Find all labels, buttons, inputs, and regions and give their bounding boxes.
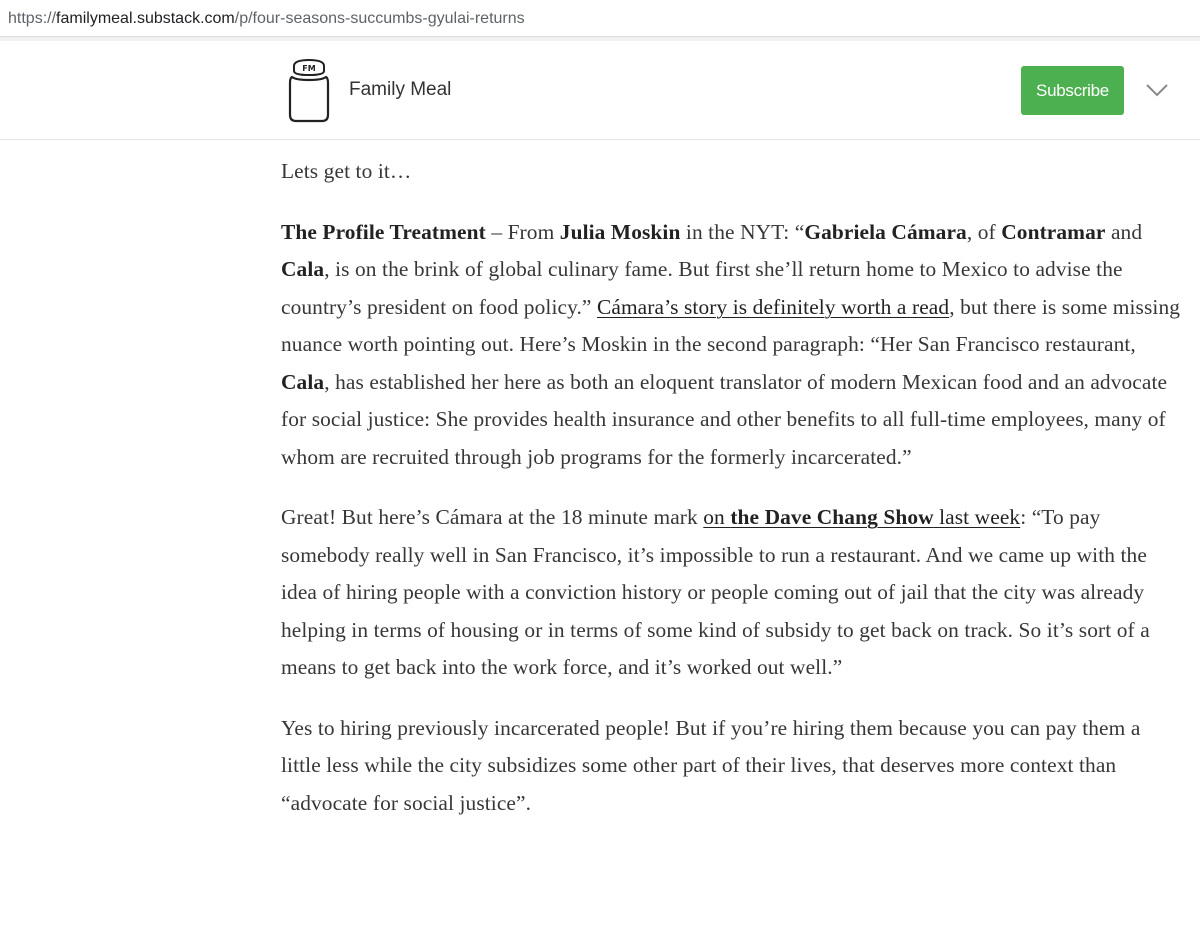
publication-header bbox=[0, 41, 1200, 140]
logo-monogram: FM bbox=[302, 64, 316, 73]
jar-logo-icon[interactable] bbox=[286, 59, 332, 125]
closing-paragraph: Yes to hiring previously incarcerated people! But if you’re hiring them because you can pay them a little less while the city subsidizes some other part of their lives, that deserves more context than “advocate for social justice”. bbox=[281, 715, 1141, 815]
address-bar[interactable] bbox=[0, 0, 1200, 37]
article-body bbox=[281, 153, 1181, 845]
subscribe-button[interactable]: Subscribe bbox=[1021, 66, 1124, 115]
camara-story-link[interactable]: Cámara’s story is definitely worth a read bbox=[596, 294, 950, 319]
publication-name[interactable]: Family Meal bbox=[349, 79, 452, 100]
url-path: /p/four-seasons-succumbs-gyulai-returns bbox=[234, 10, 525, 27]
profile-paragraph: The Profile Treatment – From Julia Moskin in the NYT: “Gabriela Cámara, of Contramar and Cala, is on the brink of global culinary fame. But first she’ll return home to Mexico to advise the country’s president on food policy.” Cámara’s story is definitely worth a read, but there is some missing nuance worth pointing out. Here’s Moskin in the second paragraph: “Her San Francisco restaurant, Cala, has established her here as both an eloquent translator of modern Mexican food and an advocate for social justice: She provides health insurance and other benefits to all full-time employees, many of whom are recruited through job programs for the formerly incarcerated.” bbox=[281, 219, 1181, 469]
chevron-down-icon[interactable] bbox=[1144, 81, 1170, 99]
url-scheme: https:// bbox=[8, 10, 57, 27]
url-host: familymeal.substack.com bbox=[56, 10, 235, 27]
dave-chang-show-link[interactable]: on the Dave Chang Show last week bbox=[703, 505, 1021, 529]
section-heading: The Profile Treatment bbox=[281, 219, 486, 244]
quote-paragraph: Great! But here’s Cámara at the 18 minute mark on the Dave Chang Show last week: “To pay somebody really well in San Francisco, it’s impossible to run a restaurant. And we came up with the idea of hiring people with a conviction history or people coming out of jail that the city was already helping in terms of housing or in terms of some kind of subsidy to get back on track. So it’s sort of a means to get back into the work force, and it’s worked out well.” bbox=[281, 505, 1150, 679]
intro-paragraph: Lets get to it… bbox=[281, 159, 412, 183]
